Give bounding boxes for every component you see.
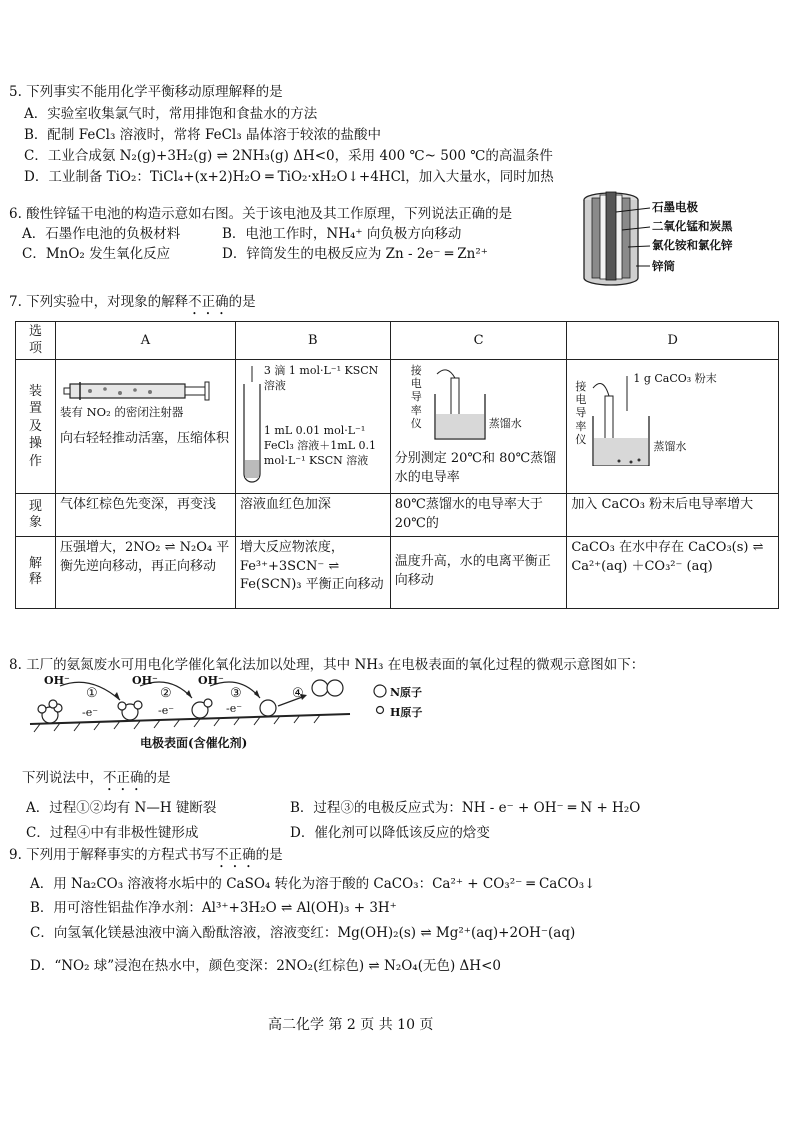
- legend-atoms: [372, 684, 392, 718]
- row-head-device: 装置及操作: [16, 360, 56, 494]
- step-2-label: ②: [160, 686, 172, 701]
- q9-stem-emphasis: 不正确: [215, 847, 256, 863]
- legend-n: N原子: [390, 686, 423, 699]
- oh-label-3: OH⁻: [198, 674, 224, 687]
- cell-b-explanation: 增大反应物浓度，Fe³⁺+3SCN⁻ ⇌ Fe(SCN)₃ 平衡正向移动: [235, 536, 390, 608]
- d-meter-label: 接电导率仪: [575, 380, 587, 446]
- c-water-label: 蒸馏水: [488, 417, 522, 430]
- q5-option-b: B．配制 FeCl₃ 溶液时，常将 FeCl₃ 晶体溶于较浓的盐酸中: [24, 127, 381, 143]
- q8-sub-stem: 下列说法中，不正确的是: [22, 770, 171, 786]
- legend-h: H原子: [390, 706, 423, 719]
- q8-sub-emphasis: 不正确: [103, 770, 144, 786]
- cell-c-phenomenon: 80℃蒸馏水的电导率大于 20℃的: [390, 494, 567, 537]
- syringe-label: 装有 NO₂ 的密闭注射器: [59, 405, 184, 419]
- q6-option-c: C．MnO₂ 发生氧化反应: [22, 246, 171, 262]
- tube-label-top: 3 滴 1 mol·L⁻¹ KSCN 溶液: [263, 364, 379, 392]
- c-meter-label: 接电导率仪: [410, 364, 422, 430]
- q5-option-c: C．工业合成氨 N₂(g)+3H₂(g) ⇌ 2NH₃(g) ΔH<0，采用 400 ℃~ 500 ℃的高温条件: [24, 148, 553, 164]
- cell-b-device: [235, 360, 390, 494]
- q5-stem: 5. 下列事实不能用化学平衡移动原理解释的是: [9, 84, 283, 100]
- tube-label-bottom: 1 mL 0.01 mol·L⁻¹ FeCl₃ 溶液＋1mL 0.1 mol·L⁻¹ KSCN 溶液: [263, 424, 377, 467]
- oh-label-1: OH⁻: [44, 674, 70, 687]
- col-head-b: B: [235, 322, 390, 360]
- cell-b-phenomenon: 溶液血红色加深: [235, 494, 390, 537]
- q8-option-a: A．过程①②均有 N—H 键断裂: [26, 800, 217, 816]
- electron-label-3: -e⁻: [226, 702, 243, 715]
- q5-option-d: D．工业制备 TiO₂：TiCl₄+(x+2)H₂O ═ TiO₂·xH₂O↓+4HCl，加入大量水，同时加热: [24, 169, 554, 185]
- col-head-a: A: [55, 322, 235, 360]
- d-water-label: 蒸馏水: [653, 440, 687, 453]
- page-footer: 高二化学 第 2 页 共 10 页: [268, 1017, 434, 1033]
- q7-stem-emphasis: 不正确: [188, 294, 229, 310]
- q6-stem: 6. 酸性锌锰干电池的构造示意如右图。关于该电池及其工作原理，下列说法正确的是: [9, 206, 513, 222]
- col-head-d: D: [567, 322, 779, 360]
- q9-option-c: C．向氢氧化镁悬浊液中滴入酚酞溶液，溶液变红：Mg(OH)₂(s) ⇌ Mg²⁺(aq)+2OH⁻(aq): [30, 925, 576, 941]
- cell-a-operation: 向右轻轻推动活塞，压缩体积: [59, 431, 229, 446]
- row-head-option: 选项: [16, 322, 56, 360]
- d-powder-label: 1 g CaCO₃ 粉末: [633, 372, 717, 385]
- q7-stem: 7. 下列实验中，对现象的解释不正确的是: [9, 294, 256, 310]
- battery-label-mno2: 二氧化锰和炭黑: [652, 219, 733, 233]
- cell-a-phenomenon: 气体红棕色先变深，再变浅: [55, 494, 235, 537]
- q9-option-b: B．用可溶性铝盐作净水剂：Al³⁺+3H₂O ⇌ Al(OH)₃ + 3H⁺: [30, 900, 397, 916]
- cell-c-operation: 分别测定 20℃和 80℃蒸馏水的电导率: [394, 451, 557, 485]
- col-head-c: C: [390, 322, 567, 360]
- q8-option-d: D．催化剂可以降低该反应的焓变: [290, 825, 490, 841]
- cell-a-explanation: 压强增大，2NO₂ ⇌ N₂O₄ 平衡先逆向移动，再正向移动: [55, 536, 235, 608]
- q9-stem: 9. 下列用于解释事实的方程式书写不正确的是: [9, 847, 283, 863]
- battery-label-zinc: 锌筒: [652, 259, 675, 273]
- cell-d-device: [567, 360, 779, 494]
- q8-option-b: B．过程③的电极反应式为：NH - e⁻ + OH⁻ ═ N + H₂O: [290, 800, 641, 816]
- q8-option-c: C．过程④中有非极性键形成: [26, 825, 199, 841]
- q6-option-d: D．锌筒发生的电极反应为 Zn - 2e⁻ ═ Zn²⁺: [222, 246, 488, 262]
- q9-option-d: D．“NO₂ 球”浸泡在热水中，颜色变深：2NO₂(红棕色) ⇌ N₂O₄(无色) ΔH<0: [30, 958, 501, 974]
- cell-d-explanation: CaCO₃ 在水中存在 CaCO₃(s) ⇌ Ca²⁺(aq) ＋CO₃²⁻ (aq): [567, 536, 779, 608]
- surface-label: 电极表面(含催化剂): [140, 736, 248, 750]
- cell-d-phenomenon: 加入 CaCO₃ 粉末后电导率增大: [567, 494, 779, 537]
- test-tube-diagram: [240, 364, 264, 489]
- battery-label-graphite: 石墨电极: [652, 200, 698, 214]
- step-4-label: ④: [292, 686, 304, 701]
- step-1-label: ①: [86, 686, 98, 701]
- step-3-label: ③: [230, 686, 242, 701]
- cell-a-device: [55, 360, 235, 494]
- cell-c-explanation: 温度升高，水的电离平衡正向移动: [390, 536, 567, 608]
- oh-label-2: OH⁻: [132, 674, 158, 687]
- q9-option-a: A．用 Na₂CO₃ 溶液将水垢中的 CaSO₄ 转化为溶于酸的 CaCO₃：Ca²⁺ + CO₃²⁻ ═ CaCO₃↓: [30, 876, 596, 892]
- battery-label-nh4cl: 氯化铵和氯化锌: [652, 238, 733, 252]
- row-head-explanation: 解释: [16, 536, 56, 608]
- beaker-c-diagram: [427, 364, 517, 444]
- q6-option-b: B．电池工作时，NH₄⁺ 向负极方向移动: [222, 226, 462, 242]
- q7-table: [15, 321, 779, 609]
- electron-label-2: -e⁻: [158, 704, 175, 717]
- q8-stem: 8. 工厂的氨氮废水可用电化学催化氧化法加以处理，其中 NH₃ 在电极表面的氧化过程的微观示意图如下：: [9, 657, 645, 673]
- cell-c-device: [390, 360, 567, 494]
- q5-option-a: A．实验室收集氯气时，常用排饱和食盐水的方法: [24, 106, 318, 122]
- row-head-phenomenon: 现象: [16, 494, 56, 537]
- q6-option-a: A．石墨作电池的负极材料: [22, 226, 181, 242]
- electron-label-1: -e⁻: [82, 706, 99, 719]
